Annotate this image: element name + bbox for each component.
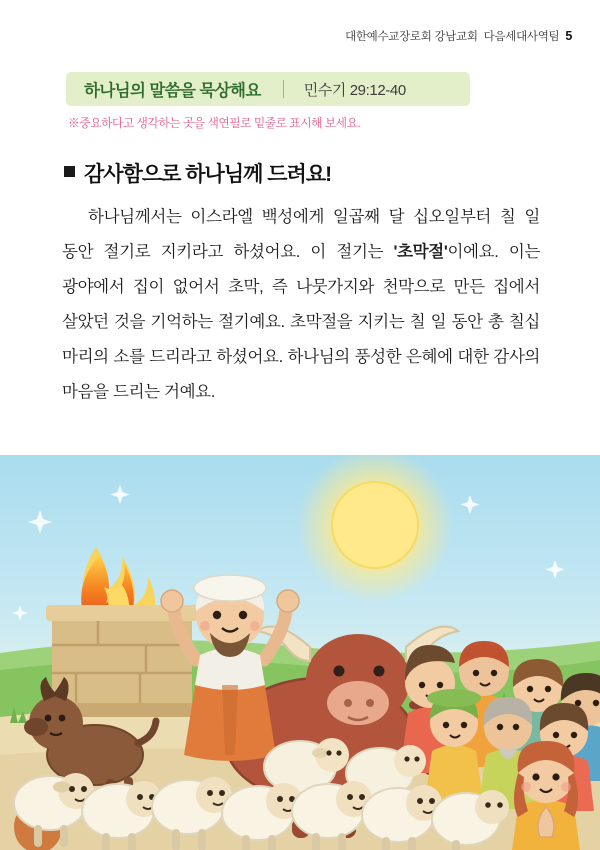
page-header	[345, 28, 572, 44]
title-divider	[283, 80, 284, 98]
church-name: 대한예수교장로회 강남교회	[345, 31, 478, 43]
praying-girl	[512, 741, 580, 850]
instruction-note: ※중요하다고 생각하는 곳을 색연필로 밑줄로 표시해 보세요.	[68, 116, 361, 130]
scripture-reference: 민수기 29:12-40	[303, 81, 406, 99]
square-bullet-icon	[64, 166, 75, 177]
body-text-part1: 하나님께서는 이스라엘 백성에게 일곱째 달 십오일부터 칠 일 동안 절기로 지키라고 하셨어요. 이 절기는	[62, 208, 540, 261]
section-title-bar	[66, 72, 470, 106]
sukkot-offering-scene	[0, 455, 600, 850]
illustration-svg	[0, 455, 600, 850]
body-paragraph	[62, 200, 540, 410]
subsection-heading-text: 감사함으로 하나님께 드려요!	[84, 163, 332, 186]
team-name: 다음세대사역팀	[483, 31, 560, 43]
subsection-heading	[64, 158, 331, 188]
page-number: 5	[565, 29, 572, 43]
body-text-emphasis: '초막절'	[393, 243, 448, 261]
body-text-part2: 이에요. 이는 광야에서 집이 없어서 초막, 즉 나뭇가지와 천막으로 만든 집에서 살았던 것을 기억하는 절기예요. 초막절을 지키는 칠 일 동안 총 칠십 마리의 소를 드리라고 하셨어요. 하나님의 풍성한 은혜에 대한 감사의 마음을 드리는 거예요.	[62, 243, 540, 401]
section-title: 하나님의 말씀을 묵상해요	[84, 82, 261, 100]
